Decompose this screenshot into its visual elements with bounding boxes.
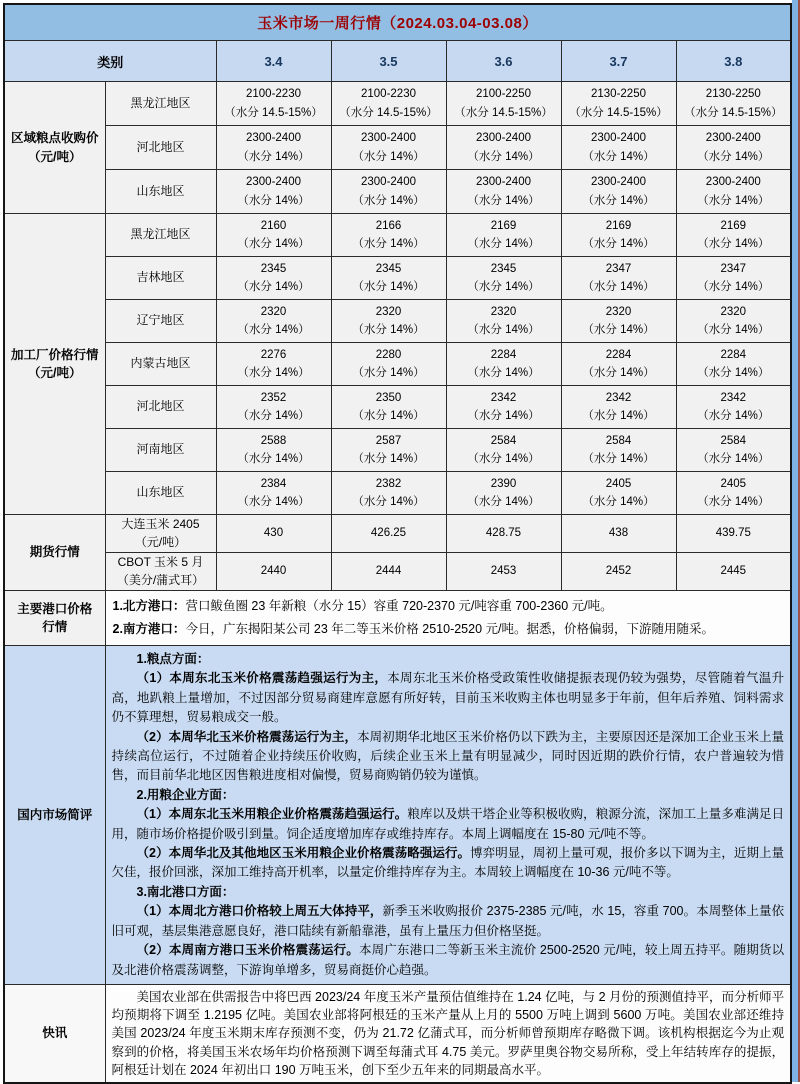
- price-cell: 2384 （水分 14%）: [216, 472, 331, 515]
- port-item-south: [113, 618, 787, 641]
- price-cell: 2320 （水分 14%）: [561, 300, 676, 343]
- price-cell: 2300-2400 （水分 14%）: [331, 170, 446, 214]
- price-cell: 2588 （水分 14%）: [216, 429, 331, 472]
- news-content: [105, 984, 791, 1083]
- price-cell: 2445: [676, 553, 791, 591]
- section-label-factory: 加工厂价格行情 （元/吨）: [4, 214, 105, 515]
- region-label: 黑龙江地区: [105, 82, 216, 126]
- price-cell: 2347 （水分 14%）: [676, 257, 791, 300]
- price-cell: 2300-2400 （水分 14%）: [561, 170, 676, 214]
- price-cell: 2453: [446, 553, 561, 591]
- region-label: 内蒙古地区: [105, 343, 216, 386]
- table-row: [4, 515, 791, 553]
- table-row: [4, 126, 791, 170]
- price-cell: 2300-2400 （水分 14%）: [676, 126, 791, 170]
- table-row: [4, 591, 791, 646]
- price-cell: 430: [216, 515, 331, 553]
- price-cell: 2300-2400 （水分 14%）: [676, 170, 791, 214]
- price-cell: 2320 （水分 14%）: [446, 300, 561, 343]
- table-row: [4, 257, 791, 300]
- column-header-date-1: 3.4: [216, 41, 331, 82]
- price-cell: 2100-2250 （水分 14.5-15%）: [446, 82, 561, 126]
- price-cell: 2352 （水分 14%）: [216, 386, 331, 429]
- price-cell: 2390 （水分 14%）: [446, 472, 561, 515]
- price-cell: 428.75: [446, 515, 561, 553]
- price-cell: 2284 （水分 14%）: [676, 343, 791, 386]
- region-label: 山东地区: [105, 170, 216, 214]
- price-cell: 2350 （水分 14%）: [331, 386, 446, 429]
- section-label-ports: 主要港口价格 行情: [4, 591, 105, 646]
- price-cell: 2130-2250 （水分 14.5-15%）: [676, 82, 791, 126]
- price-cell: 2300-2400 （水分 14%）: [561, 126, 676, 170]
- region-label: 吉林地区: [105, 257, 216, 300]
- price-cell: 2300-2400 （水分 14%）: [446, 126, 561, 170]
- column-header-date-5: 3.8: [676, 41, 791, 82]
- review-content: [105, 646, 791, 985]
- title-row: [4, 4, 791, 41]
- header-row: [4, 41, 791, 82]
- table-row: [4, 300, 791, 343]
- price-cell: 2100-2230 （水分 14.5-15%）: [216, 82, 331, 126]
- table-row: [4, 214, 791, 257]
- price-cell: 2169 （水分 14%）: [446, 214, 561, 257]
- price-cell: 2587 （水分 14%）: [331, 429, 446, 472]
- instrument-label: CBOT 玉米 5 月 （美分/蒲式耳）: [105, 553, 216, 591]
- port-item-text: 今日，广东揭阳某公司 23 年二等玉米价格 2510-2520 元/吨。据悉，价格偏弱，下游随用随采。: [185, 622, 714, 636]
- price-cell: 438: [561, 515, 676, 553]
- price-cell: 2584 （水分 14%）: [676, 429, 791, 472]
- section-label-purchase: 区域粮点收购价 （元/吨）: [4, 82, 105, 214]
- price-cell: 2345 （水分 14%）: [331, 257, 446, 300]
- review-paragraph: 1.粮点方面：: [136, 652, 210, 666]
- port-item-lead: 1.北方港口：: [112, 599, 186, 613]
- price-cell: 2284 （水分 14%）: [446, 343, 561, 386]
- price-cell: 2100-2230 （水分 14.5-15%）: [331, 82, 446, 126]
- price-cell: 426.25: [331, 515, 446, 553]
- review-paragraph: （2）本周南方港口玉米价格震荡运行。本周广东港口二等新玉米主流价 2500-2520 元/吨，较上周五持平。随期货以及北港价格震荡调整，下游询单增多，贸易商挺价心趋强。: [111, 943, 785, 977]
- table-row: [4, 170, 791, 214]
- price-cell: 2584 （水分 14%）: [446, 429, 561, 472]
- price-cell: 2345 （水分 14%）: [446, 257, 561, 300]
- price-cell: 2584 （水分 14%）: [561, 429, 676, 472]
- price-cell: 2342 （水分 14%）: [676, 386, 791, 429]
- price-cell: 2405 （水分 14%）: [561, 472, 676, 515]
- price-cell: 2160 （水分 14%）: [216, 214, 331, 257]
- price-cell: 2284 （水分 14%）: [561, 343, 676, 386]
- review-paragraph: 2.用粮企业方面：: [136, 787, 235, 802]
- region-label: 河北地区: [105, 386, 216, 429]
- price-cell: 2169 （水分 14%）: [676, 214, 791, 257]
- table-row: [4, 472, 791, 515]
- table-row: [4, 386, 791, 429]
- price-cell: 2169 （水分 14%）: [561, 214, 676, 257]
- price-cell: 2342 （水分 14%）: [446, 386, 561, 429]
- review-paragraph: 3.南北港口方面：: [136, 884, 235, 899]
- table-row: [4, 429, 791, 472]
- section-label-review: 国内市场简评: [4, 646, 105, 985]
- price-cell: 2405 （水分 14%）: [676, 472, 791, 515]
- price-cell: 2320 （水分 14%）: [331, 300, 446, 343]
- review-paragraph: （1）本周东北玉米价格震荡趋强运行为主，本周东北玉米价格受政策性收储提振表现仍较为强势，尽管随着气温升高，地趴粮上量增加，不过因部分贸易商建库意愿有所好转，目前玉米收购主体也明显多于年前，但年后养殖、饲料需求仍不算理想，贸易粮成交一般。: [111, 671, 785, 725]
- column-header-category: 类别: [4, 41, 216, 82]
- column-header-date-2: 3.5: [331, 41, 446, 82]
- price-cell: 2300-2400 （水分 14%）: [446, 170, 561, 214]
- page-title: 玉米市场一周行情（2024.03.04-03.08）: [4, 4, 791, 41]
- price-cell: 2130-2250 （水分 14.5-15%）: [561, 82, 676, 126]
- price-cell: 2345 （水分 14%）: [216, 257, 331, 300]
- price-cell: 2300-2400 （水分 14%）: [331, 126, 446, 170]
- news-text: 美国农业部在供需报告中将巴西 2023/24 年度玉米产量预估值维持在 1.24 亿吨，与 2 月份的预测值持平，而分析师平均预期将下调至 1.2195 亿吨。美国农业部将阿根廷的玉米产量从上月的 5500 万吨上调到 5600 万吨。美国农业部还维持美国 2023/24 年度玉米期末库存预测不变，仍为 21.72 亿蒲式耳，而分析师曾预期库存略微下调。该机构根据迄今为止观察到的价格，将美国玉米农场年均价格预测下调至每蒲式耳 4.75 美元。罗萨里奥谷物交易所称，受上年结转库存的提振，阿根廷计划在 2024 年初出口 190 万吨玉米，创下至少五年来的同期最高水平。: [111, 989, 785, 1077]
- table-row: [4, 82, 791, 126]
- corn-market-weekly-table: [3, 3, 792, 1084]
- region-label: 河北地区: [105, 126, 216, 170]
- column-header-date-3: 3.6: [446, 41, 561, 82]
- price-cell: 2320 （水分 14%）: [676, 300, 791, 343]
- port-item-lead: 2.南方港口：: [112, 622, 186, 636]
- price-cell: 2440: [216, 553, 331, 591]
- price-cell: 2300-2400 （水分 14%）: [216, 170, 331, 214]
- price-cell: 2347 （水分 14%）: [561, 257, 676, 300]
- section-label-futures: 期货行情: [4, 515, 105, 591]
- table-row: [4, 984, 791, 1083]
- price-cell: 2280 （水分 14%）: [331, 343, 446, 386]
- price-cell: 2452: [561, 553, 676, 591]
- instrument-label: 大连玉米 2405 （元/吨）: [105, 515, 216, 553]
- port-item-text: 营口鲅鱼圈 23 年新粮（水分 15）容重 720-2370 元/吨容重 700-2360 元/吨。: [185, 599, 613, 613]
- table-row: [4, 646, 791, 985]
- region-label: 河南地区: [105, 429, 216, 472]
- review-paragraph: （1）本周东北玉米用粮企业价格震荡趋强运行。粮库以及烘干塔企业等积极收购，粮源分流，深加工上量多难满足日用，随市场价格提价吸引到量。饲企适度增加库存或维持库存。本周上调幅度在 15-80 元/吨不等。: [111, 807, 785, 841]
- price-cell: 2342 （水分 14%）: [561, 386, 676, 429]
- review-paragraph: （1）本周北方港口价格较上周五大体持平，新季玉米收购报价 2375-2385 元/吨，水 15，容重 700。本周整体上量依旧可观，基层集港意愿良好，港口陆续有新船靠港，虽有上量压力但价格坚挺。: [111, 904, 785, 938]
- price-cell: 2444: [331, 553, 446, 591]
- region-label: 山东地区: [105, 472, 216, 515]
- price-cell: 2300-2400 （水分 14%）: [216, 126, 331, 170]
- port-item-north: [113, 595, 787, 618]
- review-paragraph: （2）本周华北及其他地区玉米用粮企业价格震荡略强运行。博弈明显，周初上量可观，报价多以下调为主，近期上量欠佳，报价回涨，深加工维持高开机率，以量定价维持库存为主。本周较上调幅度在 10-36 元/吨不等。: [111, 846, 785, 880]
- price-cell: 2166 （水分 14%）: [331, 214, 446, 257]
- column-header-date-4: 3.7: [561, 41, 676, 82]
- table-row: [4, 553, 791, 591]
- table-row: [4, 343, 791, 386]
- price-cell: 2276 （水分 14%）: [216, 343, 331, 386]
- ports-content: [105, 591, 791, 646]
- price-cell: 2320 （水分 14%）: [216, 300, 331, 343]
- review-paragraph: （2）本周华北玉米价格震荡运行为主，本周初期华北地区玉米价格仍以下跌为主，主要原因还是深加工企业玉米上量持续高位运行，不过随着企业持续压价收购，后续企业玉米上量有明显减少，同时因近期的跌价行情，农户普遍较为惜售，而目前华北地区因售粮进度相对偏慢，贸易商购销仍较为谨慎。: [111, 729, 785, 783]
- price-cell: 439.75: [676, 515, 791, 553]
- region-label: 辽宁地区: [105, 300, 216, 343]
- price-cell: 2382 （水分 14%）: [331, 472, 446, 515]
- region-label: 黑龙江地区: [105, 214, 216, 257]
- section-label-news: 快讯: [4, 984, 105, 1083]
